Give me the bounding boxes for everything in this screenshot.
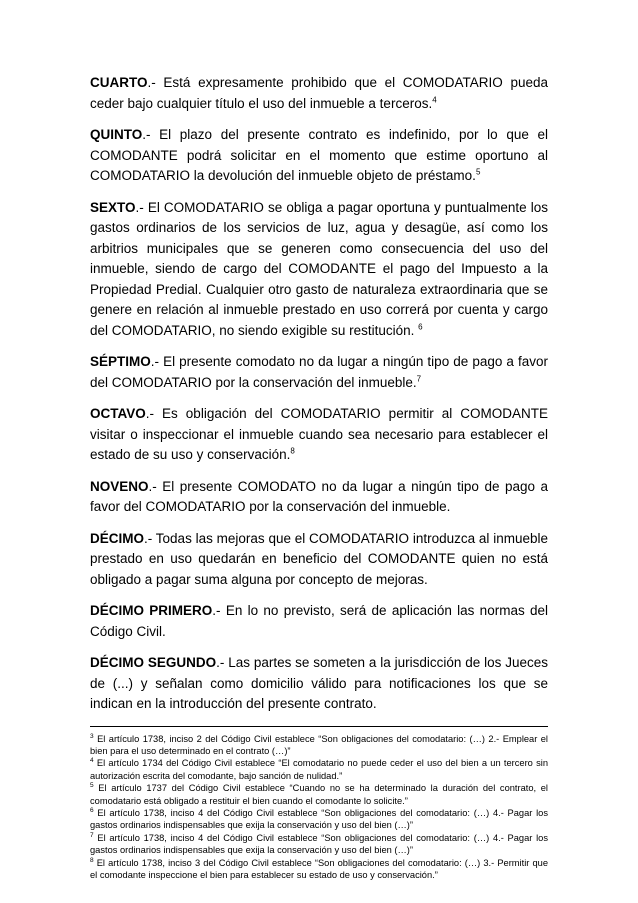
footnote-number: 5 [90, 782, 94, 790]
footnote-number: 6 [90, 806, 94, 814]
footnote-text: El artículo 1734 del Código Civil establece “El comodatario no puede ceder el uso del bien a un tercero sin autorización escrita del comodante, bajo sanción de nulidad.” [90, 758, 548, 781]
footnote-separator [90, 726, 548, 727]
footnote-ref: 5 [475, 167, 481, 177]
footnote-ref: 4 [432, 95, 437, 104]
clause-heading: SÉPTIMO [90, 354, 151, 369]
footnote-text: El artículo 1738, inciso 3 del Código Civil establece “Son obligaciones del comodatario: (…) 3.- Permitir que el comodante inspeccione el bien para establecer su estado de uso y conservación.” [90, 857, 548, 880]
document-page [90, 73, 548, 881]
footnote-text: El artículo 1737 del Código Civil establece “Cuando no se ha determinado la duración del contrato, el comodatario está obligado a restituir el bien cuando el comodante lo solicite.” [90, 783, 548, 806]
footnote-number: 4 [90, 757, 94, 765]
clause-heading: NOVENO [90, 478, 149, 494]
clause-decimo-primero [90, 601, 548, 642]
footnote [90, 733, 548, 758]
clause-text: .- El plazo del presente contrato es indefinido, por lo que el COMODANTE podrá solicitar en el momento que estime oportuno al COMODATARIO la devolución del inmueble objeto de préstamo. [90, 127, 548, 183]
clause-heading: OCTAVO [90, 406, 146, 421]
clause-heading: SEXTO [90, 199, 136, 215]
footnote [90, 807, 548, 832]
clause-cuarto [90, 73, 548, 114]
clause-text: .- El presente COMODATO no da lugar a ningún tipo de pago a favor del COMODATARIO por la conservación del inmueble. [90, 478, 548, 514]
footnote-number: 7 [90, 831, 94, 839]
clause-septimo [90, 352, 548, 393]
clause-text: .- El presente comodato no da lugar a ningún tipo de pago a favor del COMODATARIO por la conservación del inmueble. [90, 354, 548, 390]
clause-text: .- Está expresamente prohibido que el COMODATARIO pueda ceder bajo cualquier título el uso del inmueble a terceros. [90, 75, 548, 111]
clause-heading: QUINTO [90, 127, 143, 142]
clause-quinto [90, 125, 548, 187]
footnote [90, 832, 548, 857]
footnote-text: El artículo 1738, inciso 4 del Código Civil establece “Son obligaciones del comodatario: (…) 4.- Pagar los gastos ordinarios indispensables que exija la conservación y uso del bien (…)” [90, 807, 548, 831]
clause-heading: DÉCIMO SEGUNDO [90, 655, 217, 670]
footnote-number: 8 [90, 856, 94, 864]
clause-text: .- Todas las mejoras que el COMODATARIO introduzca al inmueble prestado en uso quedarán en beneficio del COMODANTE quien no está obligado a pagar suma alguna por concepto de mejoras. [90, 530, 548, 587]
clause-text: .- En lo no previsto, será de aplicación las normas del Código Civil. [90, 603, 548, 639]
clause-text: .- Es obligación del COMODATARIO permitir al COMODANTE visitar o inspeccionar el inmueble cuando sea necesario para establecer el estado de su uso y conservación. [90, 406, 548, 462]
clause-text: .- Las partes se someten a la jurisdicción de los Jueces de (...) y señalan como domicilio válido para notificaciones los que se indican en la introducción del presente contrato. [90, 655, 548, 711]
clause-decimo [90, 529, 548, 591]
footnote [90, 782, 548, 807]
clause-list [90, 73, 548, 715]
clause-decimo-segundo [90, 653, 548, 715]
footnote-text: El artículo 1738, inciso 4 del Código Civil establece “Son obligaciones del comodatario: (…) 4.- Pagar los gastos ordinarios indispensables que exija la conservación y uso del bien (…)” [90, 832, 548, 856]
footnote-ref: 7 [416, 374, 422, 383]
footnote-text: El artículo 1738, inciso 2 del Código Civil establece “Son obligaciones del comodatario: (…) 2.- Emplear el bien para el uso determinado en el contrato (…)” [90, 733, 548, 756]
clause-text: .- El COMODATARIO se obliga a pagar oportuna y puntualmente los gastos ordinarios de los servicios de luz, agua y desagüe, así como los arbitrios municipales que se generen como consecuencia del uso del inmueble, siendo de cargo del COMODANTE el pago del Impuesto a la Propiedad Predial. Cualquier otro gasto de naturaleza extraordinaria que se genere en relación al inmueble prestado en uso correrá por cuenta y cargo del COMODATARIO, no siendo exigible su restitución. [90, 199, 548, 338]
footnote-ref: 8 [290, 446, 295, 456]
clause-noveno [90, 477, 548, 518]
clause-octavo [90, 404, 548, 466]
clause-heading: DÉCIMO PRIMERO [90, 603, 213, 618]
footnote-number: 3 [90, 732, 94, 740]
clause-heading: CUARTO [90, 75, 148, 90]
footnote-ref: 6 [418, 322, 423, 331]
footnote [90, 757, 548, 782]
footnote [90, 857, 548, 882]
clause-sexto [90, 198, 548, 342]
footnotes [90, 733, 548, 882]
clause-heading: DÉCIMO [90, 530, 144, 546]
